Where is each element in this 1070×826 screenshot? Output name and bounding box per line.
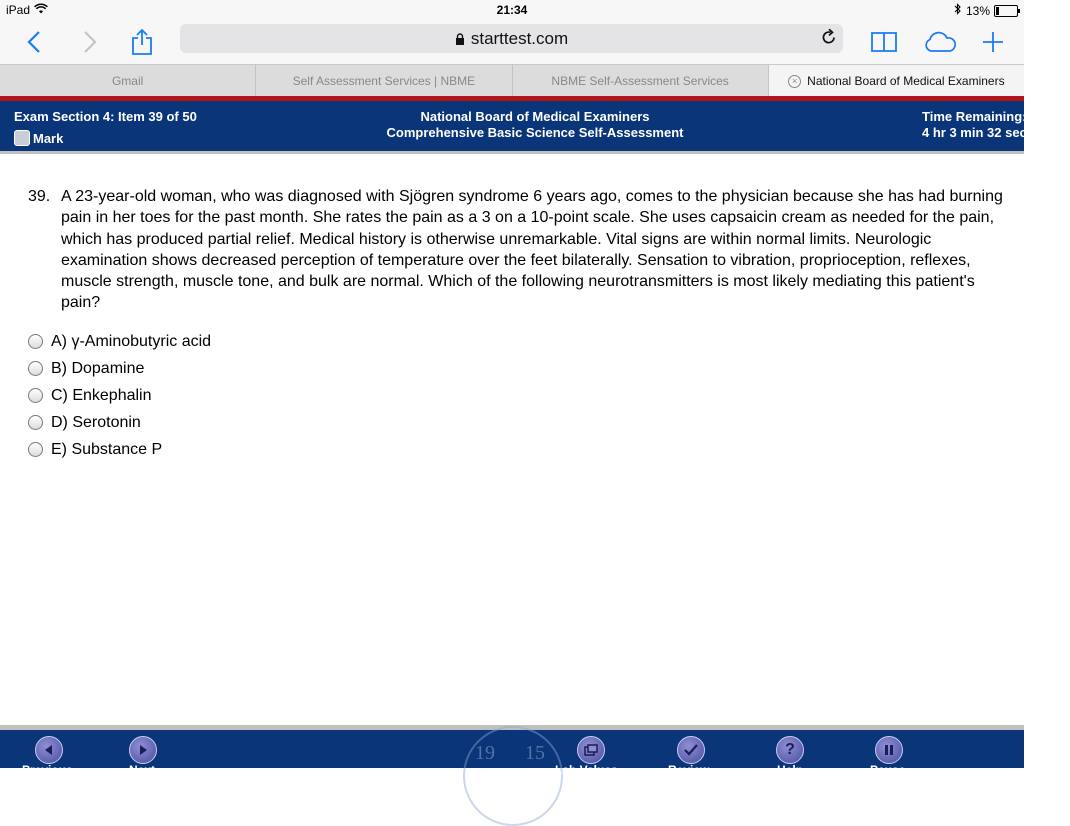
- radio-button[interactable]: [28, 334, 43, 349]
- next-button[interactable]: [129, 736, 157, 764]
- new-tab-icon[interactable]: [975, 24, 1011, 60]
- radio-button[interactable]: [28, 388, 43, 403]
- answer-option-a[interactable]: [28, 328, 211, 355]
- answer-option-d[interactable]: [28, 409, 211, 436]
- clock: 21:34: [496, 3, 528, 17]
- tab-label: National Board of Medical Examiners: [807, 74, 1005, 88]
- next-label[interactable]: Next: [129, 763, 156, 777]
- review-button[interactable]: [677, 736, 705, 764]
- answer-option-e[interactable]: [28, 436, 211, 463]
- radio-button[interactable]: [28, 442, 43, 457]
- pause-label[interactable]: Pause: [870, 763, 906, 777]
- option-label: B) Dopamine: [51, 359, 145, 377]
- reload-icon[interactable]: [821, 28, 837, 51]
- address-bar[interactable]: [180, 24, 843, 53]
- back-icon[interactable]: [16, 24, 52, 60]
- lab-values-icon: [584, 744, 598, 756]
- option-label: A) γ-Aminobutyric acid: [51, 332, 212, 350]
- radio-button[interactable]: [28, 415, 43, 430]
- nbme-seal-logo: [463, 726, 563, 826]
- checkmark-icon: [684, 744, 698, 756]
- time-remaining-label: Time Remaining:: [922, 109, 1027, 124]
- previous-label[interactable]: Previous: [22, 763, 73, 777]
- test-title: Comprehensive Basic Science Self-Assessment: [386, 125, 684, 140]
- org-title: National Board of Medical Examiners: [420, 109, 650, 124]
- exam-footer: [0, 730, 1024, 777]
- tab-label: Self Assessment Services | NBME: [292, 74, 476, 88]
- question-number: 39.: [28, 188, 51, 205]
- seal-year-right: 15: [525, 742, 545, 764]
- exam-header: [0, 101, 1027, 151]
- share-icon[interactable]: [124, 24, 160, 60]
- pause-icon: [884, 744, 894, 756]
- close-tab-icon[interactable]: ×: [788, 75, 801, 88]
- url-text: starttest.com: [470, 29, 569, 48]
- device-label: iPad: [6, 3, 31, 17]
- radio-button[interactable]: [28, 361, 43, 376]
- tab-gmail[interactable]: [0, 65, 256, 97]
- ios-status-bar: [0, 0, 1024, 20]
- option-label: C) Enkephalin: [51, 386, 152, 404]
- tab-self-assessment-services-nbme[interactable]: [256, 65, 512, 97]
- exam-section-label: Exam Section 4: Item 39 of 50: [14, 109, 197, 124]
- review-label[interactable]: Review: [668, 763, 710, 777]
- option-label: E) Substance P: [51, 440, 163, 458]
- tab-national-board-of-medical-examiners[interactable]: [769, 65, 1024, 97]
- answer-option-b[interactable]: [28, 355, 211, 382]
- lock-icon: [455, 30, 465, 50]
- answer-options: [28, 328, 211, 463]
- question-stem: [28, 186, 1013, 314]
- help-icon: ?: [785, 741, 795, 758]
- help-label[interactable]: Help: [777, 763, 804, 777]
- tab-label: Gmail: [111, 74, 144, 88]
- answer-option-c[interactable]: [28, 382, 211, 409]
- help-button[interactable]: [776, 736, 804, 764]
- forward-icon[interactable]: [72, 24, 108, 60]
- seal-year-left: 19: [475, 742, 495, 764]
- previous-icon: [43, 744, 55, 756]
- previous-button[interactable]: [35, 736, 63, 764]
- tab-nbme-self-assessment-services[interactable]: [513, 65, 769, 97]
- option-label: D) Serotonin: [51, 413, 141, 431]
- time-remaining-value: 4 hr 3 min 32 sec: [922, 125, 1027, 140]
- lab-values-button[interactable]: [577, 736, 605, 764]
- lab-values-label[interactable]: Lab Values: [555, 763, 618, 777]
- header-divider: [0, 151, 1024, 154]
- battery-percent: 13%: [965, 3, 990, 18]
- bluetooth-icon: [954, 3, 962, 18]
- battery-icon: [994, 5, 1018, 17]
- pause-button[interactable]: [875, 736, 903, 764]
- mark-label: Mark: [33, 130, 64, 146]
- tab-bar: [0, 64, 1024, 97]
- question-text: A 23-year-old woman, who was diagnosed with Sjögren syndrome 6 years ago, comes to the physician because she has had burning pain in her toes for the past month. She rates the pain as a 3 on a 10-point scale. She uses capsaicin cream as needed for the pain, which has produced partial relief. Medical history is otherwise unremarkable. Vital signs are within normal limits. Neurologic examination shows decreased perception of temperature over the feet bilaterally. Sensation to vibration, proprioception, reflexes, muscle strength, muscle tone, and bulk are normal. Which of the following neurotransmitters is most likely mediating this patient's pain?: [61, 188, 1003, 312]
- next-icon: [137, 744, 149, 756]
- icloud-tabs-icon[interactable]: [922, 24, 958, 60]
- tab-label: NBME Self-Assessment Services: [551, 74, 729, 88]
- bookmarks-icon[interactable]: [866, 24, 902, 60]
- browser-toolbar: [0, 20, 1024, 64]
